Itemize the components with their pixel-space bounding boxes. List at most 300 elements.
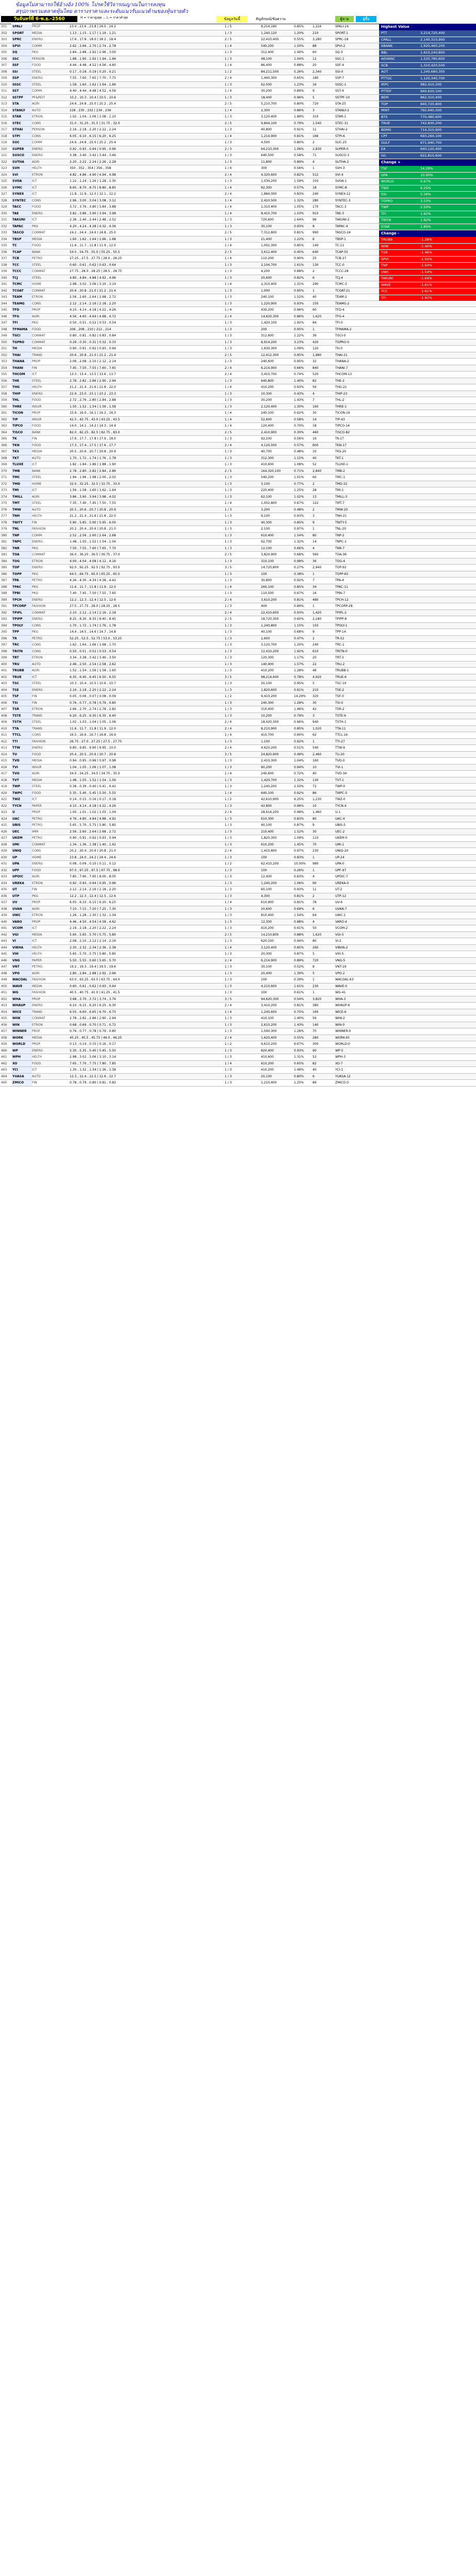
cell-val: 2,300 (261, 108, 270, 112)
cell-val: 540,200 (261, 44, 274, 48)
cell-pct: 1.01% (294, 476, 304, 479)
cell-sec: AUTO (32, 662, 41, 666)
cell-code: TPA-4 (335, 579, 344, 582)
cell-no: 424 (1, 817, 7, 821)
cell-val: 310,400 (261, 707, 274, 711)
cell-sym: TFI (11, 320, 32, 326)
cell-code: TYCN-4 (335, 804, 347, 808)
cell-no: 319 (1, 141, 7, 144)
cell-code: TCC-0 (335, 263, 344, 267)
cell-pct: 0.93% (294, 301, 304, 306)
cell-val: 640,500 (261, 154, 274, 157)
cell-no: 442 (1, 933, 7, 937)
cell-sym: UKEM (11, 835, 32, 841)
cell-sec: ENERG (32, 38, 43, 41)
cell-cnt: 122 (313, 501, 319, 505)
cell-rng: 31.0 , 31.25 , 31.5 | 31.75 , 32.0 (70, 121, 120, 125)
table-row (0, 687, 476, 694)
cell-pct: 0.71% (294, 469, 304, 473)
cell-sec: FOOD (32, 443, 41, 447)
cell-cnt: 280 (313, 1036, 319, 1040)
cell-no: 378 (1, 520, 7, 524)
cell-rng: 15.9 , 16.0 , 16.1 | 16.2 , 16.3 (70, 411, 116, 415)
table-row (0, 771, 476, 777)
cell-rng: 1.70 , 1.72 , 1.74 | 1.76 , 1.78 (70, 456, 116, 460)
cell-rng: 26.75 , 27.0 , 27.25 | 27.5 , 27.75 (70, 739, 122, 743)
cell-val: 240,300 (261, 701, 274, 705)
cell-sec: AGRI (32, 875, 40, 878)
sidebar-row (379, 121, 476, 127)
cell-sec: MEDIA (32, 347, 42, 350)
cell-code: TFMAMA-2 (335, 327, 352, 331)
cell-pct: 1.04% (294, 759, 304, 762)
cell-sym: SYNEX (11, 191, 32, 197)
cell-val: 1,820,600 (261, 688, 277, 692)
table-row (0, 726, 476, 733)
table-row (0, 623, 476, 630)
cell-rng: 2.78 , 2.80 , 2.82 | 2.84 , 2.86 (70, 469, 116, 473)
cell-no: 320 (1, 147, 7, 151)
cell-sec: CONS (32, 849, 41, 853)
cell-cnt: 3 (313, 714, 315, 718)
cell-no: 362 (1, 417, 7, 421)
sidebar-symbol: TFI (381, 295, 386, 300)
cell-val: 640,100 (261, 791, 274, 795)
cell-no: 441 (1, 926, 7, 930)
cell-code: TWPC-5 (335, 791, 348, 795)
cell-no: 394 (1, 623, 7, 628)
cell-cnt: 4 (313, 546, 315, 550)
cell-val: 164,320,100 (261, 469, 281, 473)
table-row (0, 443, 476, 449)
table-row (0, 1035, 476, 1042)
cell-pct: 1.28% (294, 1029, 304, 1033)
cell-rng: 63.0 , 63.25 , 63.5 | 63.75 , 64.0 (70, 978, 120, 981)
cell-cnt: 71 (313, 154, 317, 157)
cell-pct: 0.80% (294, 1074, 304, 1078)
cell-sym: TTW (11, 745, 32, 751)
cell-no: 450 (1, 984, 7, 988)
cell-frac: 1 / 3 (224, 340, 232, 344)
cell-rng: 1.30 , 1.32 , 1.34 | 1.36 , 1.38 (70, 1068, 116, 1072)
cell-cnt: 1 (313, 572, 315, 576)
cell-pct: 1.52% (294, 295, 304, 299)
sidebar-symbol: UWC (381, 269, 389, 274)
cell-sec: ENERG (32, 76, 43, 80)
cell-sym: ZMICO (11, 1080, 32, 1086)
cell-pct: 0.49% (294, 752, 304, 756)
cell-sym: TMT (11, 500, 32, 506)
table-row (0, 487, 476, 494)
cell-val: 610,300 (261, 817, 274, 821)
cell-no: 444 (1, 945, 7, 950)
table-row (0, 822, 476, 829)
cell-rng: 20.2 , 20.4 , 20.6 | 20.8 , 21.0 (70, 527, 116, 531)
cell-no: 370 (1, 469, 7, 473)
cell-sym: TRUE (11, 674, 32, 681)
cell-rng: 1.02 , 1.03 , 1.04 | 1.05 , 1.06 (70, 720, 116, 724)
cell-sym: TPCORP (11, 603, 32, 609)
cell-val: 1,410,800 (261, 849, 277, 853)
cell-frac: 1 / 4 (224, 44, 232, 48)
cell-sec: FASHION (32, 978, 46, 981)
cell-val: 42,800 (261, 804, 272, 808)
cell-sec: CONS (32, 301, 41, 306)
cell-frac: 1 / 3 (224, 1048, 232, 1053)
cell-cnt: 1,224 (313, 25, 322, 28)
cell-cnt: 36 (313, 559, 317, 563)
cell-rng: 14.0 , 14.1 , 14.2 | 14.3 , 14.4 (70, 424, 116, 428)
cell-sec: PKG (32, 894, 39, 898)
cell-sym: TMC (11, 474, 32, 481)
cell-val: 410,200 (261, 385, 274, 389)
cell-rng: 2.80 , 2.84 , 2.88 | 2.92 , 2.96 (70, 971, 116, 975)
cell-cnt: 14 (313, 540, 317, 544)
cell-cnt: 1 (313, 855, 315, 859)
cell-frac: 2 / 5 (224, 469, 232, 473)
cell-no: 437 (1, 901, 7, 904)
cell-cnt: 180 (313, 76, 319, 80)
cell-sec: CONMAT (32, 289, 45, 293)
cell-frac: 2 / 4 (224, 1036, 232, 1040)
cell-code: SYNTEC-3 (335, 198, 351, 202)
cell-cnt: 96 (313, 218, 317, 222)
cell-code: TLUXE-1 (335, 463, 348, 466)
cell-cnt: 40 (313, 772, 317, 775)
cell-sym: SYNTEC (11, 198, 32, 204)
cell-rng: 7.85 , 7.90 , 7.95 | 8.00 , 8.05 (70, 875, 116, 878)
cell-sec: HOME (32, 482, 42, 486)
cell-no: 365 (1, 437, 7, 440)
cell-cnt: 1,420 (313, 611, 322, 615)
cell-no: 415 (1, 759, 7, 762)
cell-cnt: 16 (313, 82, 317, 87)
cell-sec: ENERG (32, 598, 43, 602)
cell-code: TOPP-65 (335, 572, 349, 576)
cell-sym: TNL (11, 526, 32, 532)
cell-cnt: 18 (313, 424, 317, 428)
cell-no: 315 (1, 115, 7, 118)
cell-cnt: 9 (313, 520, 315, 524)
sidebar-value: 1.92% (420, 211, 431, 216)
cell-code: TVO-34 (335, 772, 347, 775)
table-row (0, 301, 476, 308)
cell-val: 410,600 (261, 1055, 274, 1059)
cell-rng: 11.6 , 11.7 , 11.8 | 11.9 , 12.0 (70, 244, 116, 247)
cell-cnt: 60 (313, 476, 317, 479)
cell-frac: 2 / 4 (224, 1004, 232, 1007)
cell-no: 322 (1, 160, 7, 164)
cell-val: 3,410,700 (261, 372, 277, 376)
cell-sec: CONMAT (32, 340, 45, 344)
cell-sym: TTI (11, 739, 32, 745)
cell-code: SVI-4 (335, 173, 343, 177)
cell-no: 420 (1, 791, 7, 795)
cell-pct: 0.68% (294, 553, 304, 556)
cell-no: 392 (1, 611, 7, 615)
cell-rng: 7.10 , 7.15 , 7.20 | 7.25 , 7.30 (70, 907, 116, 911)
cell-rng: 64.5 , 64.75 , 65.0 | 65.25 , 65.5 (70, 572, 120, 576)
cell-val: 620,100 (261, 939, 274, 943)
cell-sym: TFD (11, 307, 32, 313)
cell-no: 456 (1, 1023, 7, 1027)
sidebar-symbol: BEM (381, 95, 389, 99)
cell-val: 20,400 (261, 971, 272, 975)
cell-rng: 1.60 , 1.62 , 1.64 | 1.66 , 1.68 (70, 237, 116, 241)
cell-no: 451 (1, 991, 7, 994)
cell-sec: HELTH (32, 945, 42, 950)
cell-code: TRU-2 (335, 662, 345, 666)
cell-val: 10,300 (261, 392, 272, 396)
sidebar-row (379, 76, 476, 82)
cell-sec: ICT (32, 185, 37, 190)
cell-val: 20,100 (261, 1074, 272, 1078)
cell-rng: 6.20 , 6.25 , 6.30 | 6.35 , 6.40 (70, 714, 116, 718)
cell-code: TNP-2 (335, 533, 344, 537)
cell-frac: 1 / 4 (224, 585, 232, 589)
cell-no: 313 (1, 102, 7, 106)
cell-val: 2,104,700 (261, 263, 277, 267)
cell-cnt: 3 (313, 108, 315, 112)
cell-no: 321 (1, 154, 7, 157)
cell-sym: TNH (11, 513, 32, 519)
cell-sec: MEDIA (32, 1036, 42, 1040)
cell-frac: 1 / 3 (224, 347, 232, 350)
cell-sec: FOOD (32, 205, 41, 209)
cell-sym: TOG (11, 558, 32, 565)
cell-rng: 6.10 , 6.15 , 6.20 | 6.25 , 6.30 (70, 1004, 116, 1007)
sidebar-value: 3.23% (420, 198, 431, 203)
header-tag-today: ข้อมูลวันนี้ (217, 16, 248, 22)
cell-frac: 1 / 3 (224, 991, 232, 994)
cell-sym: YCI (11, 1067, 32, 1073)
cell-rng: 1.88 , 1.90 , 1.92 | 1.94 , 1.96 (70, 57, 116, 61)
cell-no: 385 (1, 566, 7, 569)
cell-pct: 0.85% (294, 244, 304, 247)
cell-sym: UAC (11, 816, 32, 822)
cell-sym: WORK (11, 1035, 32, 1041)
cell-no: 316 (1, 121, 7, 125)
cell-code: WHAUP-6 (335, 1004, 350, 1007)
cell-val: 4,500 (261, 141, 270, 144)
sidebar-row (379, 95, 476, 101)
table-row (0, 765, 476, 771)
table-row (0, 951, 476, 958)
cell-sym: TIPCO (11, 423, 32, 429)
cell-no: 380 (1, 533, 7, 537)
table-row (0, 1041, 476, 1048)
cell-pct: 0.91% (294, 688, 304, 692)
cell-no: 409 (1, 720, 7, 724)
cell-val: 2,100 (261, 527, 270, 531)
cell-code: VIBHA-2 (335, 945, 348, 950)
cell-code: TMB-2 (335, 469, 345, 473)
cell-val: 9,844,100 (261, 121, 277, 125)
cell-cnt: 4 (313, 920, 315, 924)
cell-code: TWZ-0 (335, 798, 346, 801)
cell-sym: UPOIC (11, 874, 32, 880)
cell-pct: 0.83% (294, 855, 304, 859)
table-row (0, 333, 476, 340)
table-row (0, 861, 476, 868)
cell-cnt: 1 (313, 166, 315, 170)
sidebar-row (379, 127, 476, 134)
cell-sym: TPA (11, 578, 32, 584)
sidebar-section-title: Change - (379, 230, 476, 237)
cell-rng: 4.10 , 4.14 , 4.18 | 4.22 , 4.26 (70, 308, 116, 312)
cell-frac: 1 / 3 (224, 546, 232, 550)
table-row (0, 610, 476, 617)
table-row (0, 745, 476, 752)
cell-val: 2,120,400 (261, 404, 277, 409)
cell-val: 810,400 (261, 913, 274, 917)
cell-cnt: 22 (313, 662, 317, 666)
cell-val: 12,410,200 (261, 649, 279, 653)
cell-no: 458 (1, 1036, 7, 1040)
cell-sym: THE (11, 378, 32, 384)
cell-code: THCOM-13 (335, 372, 352, 376)
cell-rng: 6.05 , 6.10 , 6.15 | 6.20 , 6.25 (70, 134, 116, 138)
cell-pct: 0.98% (294, 559, 304, 563)
cell-frac: 2 / 4 (224, 598, 232, 602)
cell-frac: 1 / 3 (224, 276, 232, 280)
sidebar-value: 2.50% (420, 205, 431, 209)
cell-no: 413 (1, 746, 7, 750)
cell-no: 448 (1, 971, 7, 975)
cell-frac: 1 / 4 (224, 282, 232, 286)
cell-pct: 0.81% (294, 134, 304, 138)
cell-sec: AGRI (32, 102, 40, 106)
cell-rng: 8.65 , 8.70 , 8.75 | 8.80 , 8.85 (70, 185, 116, 190)
sidebar-row (379, 82, 476, 89)
cell-frac: 1 / 3 (224, 82, 232, 87)
page-banner (0, 0, 476, 15)
cell-cnt: 2 (313, 507, 315, 512)
cell-rng: 54.5 , 54.75 , 55.0 | 55.25 , 55.5 (70, 250, 120, 254)
cell-code: TPP-14 (335, 630, 346, 634)
cell-sym: TCC (11, 262, 32, 268)
table-row (0, 842, 476, 849)
sidebar-value: 1,240,680,300 (420, 70, 445, 74)
cell-no: 324 (1, 173, 7, 177)
table-row (0, 796, 476, 803)
cell-cnt: 84 (313, 321, 317, 325)
cell-code: UKEM-0 (335, 836, 348, 840)
cell-val: 18,400 (261, 95, 272, 99)
cell-no: 327 (1, 192, 7, 196)
cell-pct: 0.92% (294, 579, 304, 582)
cell-cnt: 940 (313, 720, 319, 724)
cell-rng: 4.46 , 4.50 , 4.54 | 4.58 , 4.62 (70, 920, 116, 924)
cell-cnt: 60 (313, 308, 317, 312)
cell-no: 350 (1, 340, 7, 344)
cell-val: 92,300 (261, 185, 272, 190)
cell-frac: 1 / 3 (224, 682, 232, 685)
cell-no: 359 (1, 398, 7, 402)
cell-val: 1,240,200 (261, 881, 277, 885)
cell-code: TBSP-1 (335, 237, 346, 241)
cell-code: TTI-27 (335, 739, 345, 743)
cell-val: 8,914,200 (261, 340, 277, 344)
cell-pct: 0.74% (294, 372, 304, 376)
cell-cnt: 14 (313, 417, 317, 421)
cell-sec: MEDIA (32, 237, 42, 241)
cell-val: 84,211,500 (261, 70, 279, 74)
cell-sym: TOPP (11, 571, 32, 578)
cell-sec: FOOD (32, 1061, 41, 1065)
table-row (0, 803, 476, 810)
cell-sym: VIH (11, 951, 32, 957)
cell-rng: 0.60 , 0.61 , 0.62 | 0.63 , 0.64 (70, 263, 116, 267)
cell-frac: 1 / 3 (224, 1081, 232, 1084)
cell-val: 410,700 (261, 733, 274, 737)
cell-frac: 2 / 5 (224, 250, 232, 254)
cell-val: 22,410,400 (261, 38, 279, 41)
cell-sec: TRANS (32, 1010, 42, 1014)
table-row (0, 855, 476, 861)
cell-pct: 0.89% (294, 160, 304, 164)
table-row (0, 533, 476, 539)
cell-code: UBIS-5 (335, 823, 346, 827)
cell-pct: 0.48% (294, 507, 304, 512)
sidebar-row (379, 198, 476, 205)
cell-rng: 1.62 , 1.64 , 1.66 | 1.68 , 1.70 (70, 643, 116, 647)
cell-cnt: 640 (313, 250, 319, 254)
table-row (0, 410, 476, 417)
cell-rng: 0.50 , 0.51 , 0.52 | 0.53 , 0.54 (70, 649, 116, 653)
cell-no: 421 (1, 798, 7, 801)
cell-code: SPRC-18 (335, 38, 349, 41)
cell-val: 1,220,900 (261, 301, 277, 306)
cell-code: TRC-1 (335, 643, 344, 647)
header-legend: H = ราคาสูงสุด ... L = ราคาต่ำสุด (80, 16, 128, 20)
sidebar-value: 622,810,600 (420, 153, 442, 158)
cell-pct: 0.83% (294, 192, 304, 196)
cell-rng: 1.70 , 1.72 , 1.74 | 1.76 , 1.78 (70, 623, 116, 628)
cell-pct: 1.25% (294, 1081, 304, 1084)
cell-cnt: 4,920 (313, 675, 322, 679)
cell-frac: 1 / 3 (224, 707, 232, 711)
table-row (0, 990, 476, 996)
cell-rng: 45.25 , 45.5 , 45.75 | 46.0 , 46.25 (70, 1036, 122, 1040)
table-row (0, 462, 476, 468)
sidebar-row (379, 295, 476, 302)
cell-cnt: 5 (313, 952, 315, 956)
cell-sym: VGI (11, 932, 32, 938)
sidebar-symbol: UPA (381, 173, 388, 177)
table-row (0, 1022, 476, 1029)
cell-pct: 5.26% (294, 70, 304, 74)
cell-sym: TLUXE (11, 462, 32, 468)
sidebar-row (379, 185, 476, 192)
cell-sym: SPORT (11, 30, 32, 37)
cell-cnt: 32 (313, 360, 317, 363)
cell-frac: 1 / 4 (224, 1010, 232, 1014)
cell-cnt: 1 (313, 868, 315, 872)
cell-sec: PROP (32, 308, 41, 312)
cell-frac: 1 / 3 (224, 688, 232, 692)
cell-code: THL-2 (335, 398, 344, 402)
cell-no: 382 (1, 546, 7, 550)
cell-rng: 1.82 , 1.84 , 1.86 | 1.88 , 1.90 (70, 463, 116, 466)
cell-frac: 1 / 3 (224, 823, 232, 827)
cell-no: 430 (1, 855, 7, 859)
cell-val: 100 (261, 978, 267, 981)
cell-sym: VCOM (11, 925, 32, 931)
cell-pct: 1.03% (294, 211, 304, 215)
cell-sec: ETRON (32, 656, 43, 659)
cell-cnt: 1 (313, 978, 315, 981)
